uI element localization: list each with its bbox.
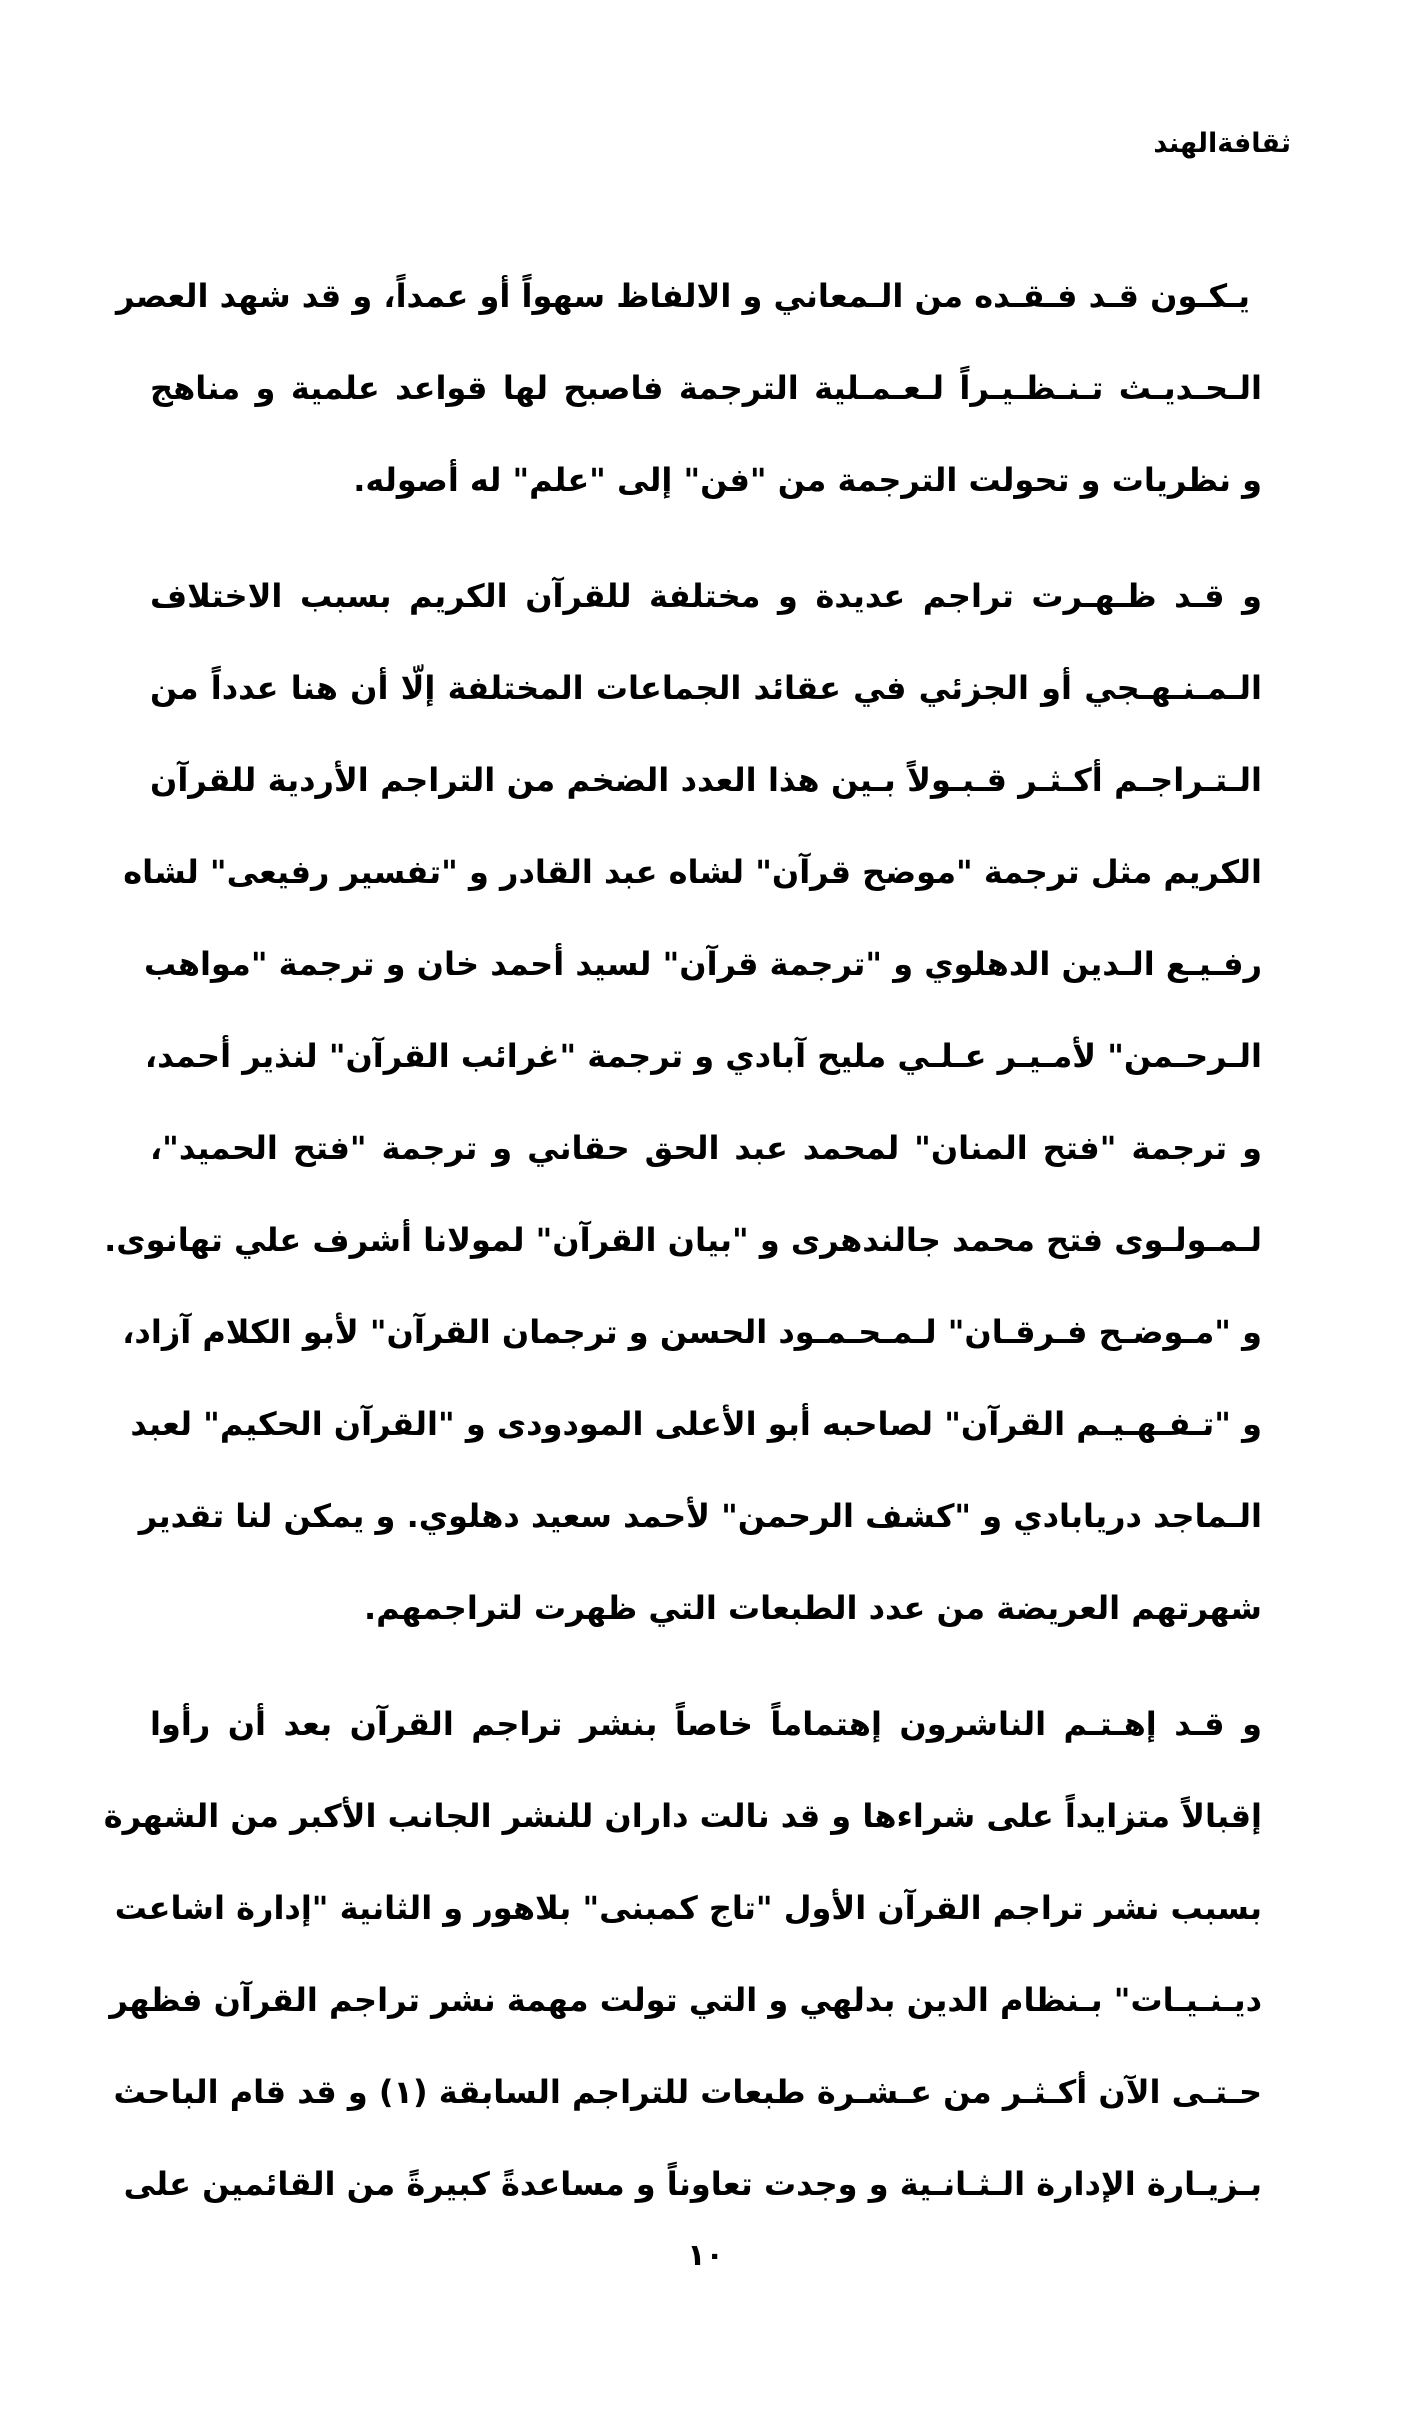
text-line: رفـيـع الـدين الدهلوي و "ترجمة قرآن" لسيد أحمد خان و ترجمة "مواهب <box>143 945 1262 983</box>
running-header: ثقافةالهند <box>1153 128 1291 159</box>
text-line: حـتـى الآن أكـثـر من عـشـرة طبعات للتراجم السابقة (١) و قد قام الباحث <box>113 2073 1262 2111</box>
text-line: لـمـولـوى فتح محمد جالندهرى و "بيان القرآن" لمولانا أشرف علي تهانوى. <box>104 1221 1262 1259</box>
text-line: الكريم مثل ترجمة "موضح قرآن" لشاه عبد القادر و "تفسير رفيعى" لشاه <box>123 853 1262 891</box>
text-line: الـرحـمن" لأمـيـر عـلـي مليح آبادي و ترجمة "غرائب القرآن" لنذير أحمد، <box>144 1037 1262 1075</box>
text-line: الـحـديـث تـنـظـيـراً لـعـمـلية الترجمة فاصبح لها قواعد علمية و مناهج <box>150 369 1262 407</box>
text-line: و "مـوضـح فـرقـان" لـمـحـمـود الحسن و ترجمان القرآن" لأبو الكلام آزاد، <box>122 1313 1262 1351</box>
text-line: إقبالاً متزايداً على شراءها و قد نالت داران للنشر الجانب الأكبر من الشهرة <box>103 1797 1262 1835</box>
text-line: بسبب نشر تراجم القرآن الأول "تاج كمبنى" بلاهور و الثانية "إدارة اشاعت <box>114 1889 1262 1927</box>
body-text <box>103 250 1262 2254</box>
paragraph-3 <box>103 1678 1262 2230</box>
text-line: شهرتهم العريضة من عدد الطبعات التي ظهرت لتراجمهم. <box>363 1589 1262 1627</box>
text-line: و "تـفـهـيـم القرآن" لصاحبه أبو الأعلى المودودى و "القرآن الحكيم" لعبد <box>130 1405 1262 1443</box>
text-line: و ترجمة "فتح المنان" لمحمد عبد الحق حقاني و ترجمة "فتح الحميد"، <box>150 1129 1262 1167</box>
text-line: و قـد ظـهـرت تراجم عديدة و مختلفة للقرآن الكريم بسبب الاختلاف <box>150 577 1262 615</box>
text-line: بـزيـارة الإدارة الـثـانـية و وجدت تعاوناً و مساعدةً كبيرةً من القائمين على <box>123 2165 1262 2203</box>
text-line: يـكـون قـد فـقـده من الـمعاني و الالفاظ سهواً أو عمداً، و قد شهد العصر <box>115 277 1250 315</box>
text-line: و نظريات و تحولت الترجمة من "فن" إلى "علم" له أصوله. <box>353 461 1262 499</box>
text-line: الـتـراجـم أكـثـر قـبـولاً بـين هذا العدد الضخم من التراجم الأردية للقرآن <box>150 761 1262 799</box>
text-line: الـمـنـهـجي أو الجزئي في عقائد الجماعات المختلفة إلّا أن هنا عدداً من <box>150 669 1262 707</box>
text-line: الـماجد دريابادي و "كشف الرحمن" لأحمد سعيد دهلوي. و يمكن لنا تقدير <box>138 1497 1262 1535</box>
text-line: و قـد إهـتـم الناشرون إهتماماً خاصاً بنشر تراجم القرآن بعد أن رأوا <box>150 1705 1262 1743</box>
text-line: ديـنـيـات" بـنظام الدين بدلهي و التي تولت مهمة نشر تراجم القرآن فظهر <box>109 1981 1262 2019</box>
paragraph-1 <box>115 250 1262 526</box>
paragraph-2 <box>104 550 1262 1654</box>
page-number: ١٠ <box>687 2238 724 2273</box>
